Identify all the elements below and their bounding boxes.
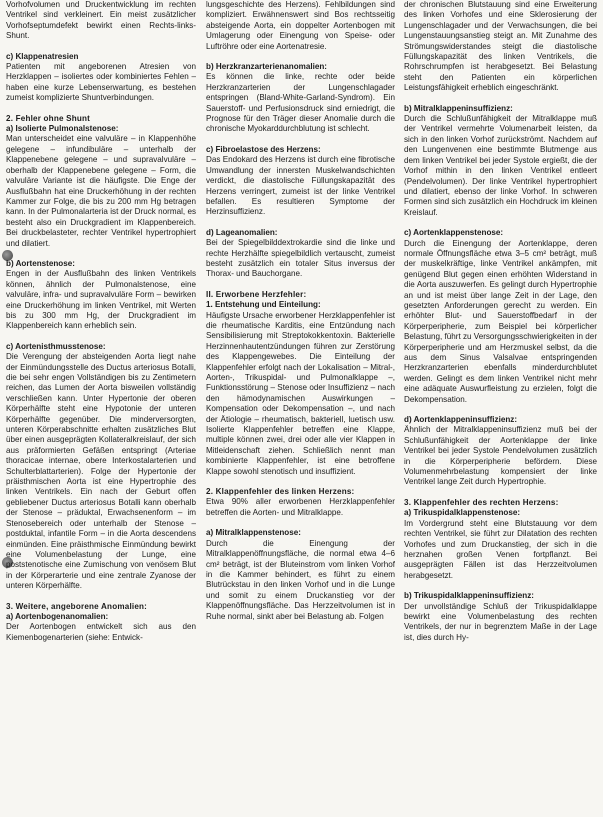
subheading: b) Aortenstenose: — [6, 258, 75, 268]
paragraph: Im Vordergrund steht eine Blutstauung vor dem rechten Ventrikel, sie führt zur Dilatation des rechten Vorhofes und zum Druckanstieg, der sich in die herznahen großen Venen fortpflanzt. Bei ausgeprägten Fällen ist das Herzzeitvolumen herabgesetzt. — [404, 518, 597, 580]
subheading: a) Isolierte Pulmonalstenose: — [6, 124, 119, 134]
paragraph: Die Verengung der absteigenden Aorta liegt nahe der Einmündungsstelle des Ductus arteriosus Botalli, die bei sehr engen Vollständigen bis zu Zentimetern reichen, das Lumen der Aorta bisweilen vollständig verschließen kann. Unter Hypertonie der oberen Körperhälfte steht eine Hypotonie der unteren Körperhälfte gegenüber. Die minderversorgten, unteren Körperabschnitte erhalten zusätzliches Blut über einen ausgeprägten Kollateralkreislauf, der sich aus präformierten Gefäßen entspringt (Arteriae thoracicae internae, obere Interkostalarterien und Schulterblattarterien). Folge der Hypertonie der präisthmischen Aorta ist eine Hypertrophie des linken Ventrikels. Ein nach der Geburt offen gebliebener Ductus arteriosus Botalli kann oberhalb der Stenose – präduktal, Erwachsenenform – im Stenosebereich oder unterhalb der Stenose – postduktal, infantile Form – in die Aorta descendens einmünden. Eine präisthmische Einmündung bewirkt eine Volumenbelastung der Lunge, eine poststenotische eine Zumischung von venösem Blut in der Körperarterie und eine zentrale Zyanose der unteren Körperhälfte. — [6, 352, 196, 591]
paragraph: Ähnlich der Mitralklappeninsuffizienz muß bei der Schlußunfähigkeit der Aortenklappe der linke Ventrikel bei jeder Systole Pendelvolumen zusätzlich in die Körperperipherie befördern. Diese Volumenmehrbelastung kompensiert der linke Ventrikel lange Zeit durch Hypertrophie. — [404, 425, 597, 487]
paragraph: Häufigste Ursache erworbener Herzklappenfehler ist die rheumatische Karditis, eine Entzündung nach Sensibilisierung mit Streptokokkentoxin. Bakterielle Herzinnenhautentzündungen führen zur Zerstörung des Klappengewebes. Die Einteilung der Klappenfehler erfolgt nach der Lokalisation – Mitral-, Aorten-, Trikuspidal- und Pulmonalklappe –, Funktionsstörung – Stenose oder Insuffizienz – nach den hämodynamischen Auswirkungen – Kompensation oder Dekompensation –, und nach der Ätiologie – rheumatisch, bakteriell, luetisch usw. Isolierte Klappenfehler betreffen eine Klappe, multiple können zwei, drei oder alle vier Klappen in Mitleidenschaft ziehen. Schließlich nennt man kombinierte Klappenfehler, ist eine betroffene Klappe sowohl stenotisch und insuffizient. — [206, 310, 395, 476]
paragraph: Man unterscheidet eine valvuläre – in Klappenhöhe gelegene – infundibuläre – unterhalb der Klappenebene gelegene – und supravalvuläre – oberhalb der Klappenebene gelegene – Form, die valvuläre Variante ist die häufigste. Die Enge der Ausflußbahn hat eine Druckerhöhung in der rechten Kammer zur Folge, die bis zu 200 mm Hg betragen kann. In der Pulmonalarteria ist der Druck normal, es besteht also ein Druckgradient im Klappenbereich. Bei druckbelasteter, rechter Ventrikel hypertrophiert und dilatiert. — [6, 134, 196, 248]
paragraph: Durch die Schlußunfähigkeit der Mitralklappe muß der Ventrikel vermehrte Volumenarbeit leisten, da sich in den linken Vorhof zurückströmt. Nachdem auf den Lungenvenen eine bestimmte Blutmenge aus dem linken Ventrikel bei jeder Systole ergießt, die der Vorhof mithin in den linken Ventrikel entleert (Pendelvolumen). Der linke Ventrikel hypertrophiert und dilatiert, ebenso der linke Vorhof. In schweren Formen sind sich zusätzlich ein Hochdruck im kleinen Kreislauf. — [404, 114, 597, 217]
paragraph: Bei der Spiegelbilddextrokardie sind die linke und rechte Herzhälfte spiegelbildlich vertauscht, zumeist besteht zusätzlich ein totaler Situs inversus der Thorax- und Bauchorgane. — [206, 238, 395, 279]
text-column-3 — [404, 0, 597, 817]
subheading: b) Mitralklappeninsuffizienz: — [404, 103, 513, 113]
paragraph: Es können die linke, rechte oder beide Herzkranzarterien der Lungenschlagader entspringen (Bland-White-Garland-Syndrom). Ein Sauerstoff- und Perfusionsdruck sind erniedrigt, die Prognose für den Träger dieser Anomalie durch die chronische Myokarddurchblutung ist schlecht. — [206, 72, 395, 134]
subheading: d) Lageanomalien: — [206, 227, 278, 237]
paragraph: Der unvollständige Schluß der Trikuspidalklappe bewirkt eine Volumenbelastung des rechten Ventrikels, der nur in begrenztem Maße in der Lage ist, dies durch Hy- — [404, 601, 597, 642]
subheading: b) Trikuspidalklappeninsuffizienz: — [404, 591, 534, 601]
section-heading: 3. Klappenfehler des rechten Herzens: — [404, 497, 559, 507]
section-heading: 3. Weitere, angeborene Anomalien: — [6, 601, 148, 611]
section-heading: 2. Klappenfehler des linken Herzens: — [206, 487, 355, 497]
subheading: b) Herzkranzarterienanomalien: — [206, 62, 327, 72]
paragraph: Etwa 90% aller erworbenen Herzklappenfehler betreffen die Aorten- und Mitralklappe. — [206, 497, 395, 517]
text-column-1 — [6, 0, 196, 817]
paragraph: der chronischen Blutstauung sind eine Erweiterung des linken Vorhofes und eine Sklerosierung der Lungenschlagader und der Verwachsungen, die bei Lungenstauungsanstieg steigt an. Mit Zunahme des Strömungswiderstandes steigt die diastolische Füllungskapazität des linken Ventrikels, die Rohrschrumpfen ist herabgesetzt. Bei Belastung steht den Patienten ein körperlichen Leistungsfähigkeit erheblich eingeschränkt. — [404, 0, 597, 93]
text-column-2 — [206, 0, 395, 817]
subheading: c) Klappenatresien — [6, 51, 79, 61]
paragraph: Durch die Einengung der Mitralklappenöffnungsfläche, die normal etwa 4–6 cm² beträgt, ist der Bluteinstrom vom linken Vorhof in die Kammer behindert, es führt zu einem Blutrückstau in den linken Vorhof und in die Lunge und somit zu einem Druckanstieg vor der Klappenöffnungsfläche. Das Herzzeitvolumen ist in Ruhe normal, sinkt aber bei Belastung ab. Folgen — [206, 538, 395, 621]
subheading: a) Trikuspidalklappenstenose: — [404, 508, 521, 518]
section-heading: 2. Fehler ohne Shunt — [6, 113, 91, 123]
subheading: c) Aortenisthmusstenose: — [6, 341, 106, 351]
paragraph: Durch die Einengung der Aortenklappe, deren normale Öffnungsfläche etwa 3–5 cm² beträgt, muß der muskelkräftige, linke Ventrikel ankämpfen, mit genügend Blut gegen einen erhöhten Widerstand in die Aorta auszuwerfen. Es gelingt durch Hypertrophie an und ist meist über lange Zeit in der Lage, den gesetzten Anforderungen gerecht zu werden. Ein erhöhter Blut- und Sauerstoffbedarf in der Körperperipherie, zum Beispiel bei körperlicher Belastung, führt zu Versorgungsschwierigkeiten in der Körperperipherie und am Herzmuskel selbst, da die aus dem Sinus Valsalvae entspringenden Herzkranzarterien ebenfalls minderdurchblutet werden. Gelingt es dem linken Ventrikel nicht mehr eine adäquate Auswurfleistung zu erzielen, folgt die Dekompensation. — [404, 238, 597, 404]
subheading: a) Mitralklappenstenose: — [206, 528, 301, 538]
paragraph: Der Aortenbogen entwickelt sich aus den Kiemenbogenarterien (siehe: Entwick- — [6, 622, 196, 642]
paragraph: Vorhofvolumen und Druckentwicklung im rechten Ventrikel sind verkleinert. Ein meist zusätzlicher Vorhofseptumdefekt bewirkt einen Rechts-links-Shunt. — [6, 0, 196, 41]
paragraph: Das Endokard des Herzens ist durch eine fibrotische Umwandlung der innersten Muskelwandschichten verdickt, die diastolische Füllungskapazität des Herzens verringert, zumeist ist der linke Ventrikel befallen. Es resultieren Symptome der Herzinsuffizienz. — [206, 155, 395, 217]
paragraph: lungsgeschichte des Herzens). Fehlbildungen sind kompliziert. Erwähnenswert sind Bos rechtsseitig absteigende Aorta, ein doppelter Aortenbogen mit Umlagerung oder Einengung von Speise- oder Luftröhre oder eine Aortenatresie. — [206, 0, 395, 51]
subheading: a) Aortenbogenanomalien: — [6, 611, 109, 621]
subheading: 1. Entstehung und Einteilung: — [206, 300, 321, 310]
paragraph: Engen in der Ausflußbahn des linken Ventrikels können, ähnlich der Pulmonalstenose, eine valvuläre, infra- und supravalvuläre Form – bewirken eine Druckerhöhung im linken Ventrikel, mit Werten bis zu 300 mm Hg, der Druckgradient im Klappenbereich kann erheblich sein. — [6, 269, 196, 331]
paragraph: Patienten mit angeborenen Atresien von Herzklappen – isoliertes oder kombiniertes Fehlen – haben eine kurze Lebenserwartung, es bestehen zumeist komplizierte Shuntverbindungen. — [6, 62, 196, 103]
subheading: c) Aortenklappenstenose: — [404, 228, 504, 238]
section-heading: II. Erworbene Herzfehler: — [206, 289, 307, 299]
subheading: c) Fibroelastose des Herzens: — [206, 144, 321, 154]
subheading: d) Aortenklappeninsuffizienz: — [404, 415, 518, 425]
